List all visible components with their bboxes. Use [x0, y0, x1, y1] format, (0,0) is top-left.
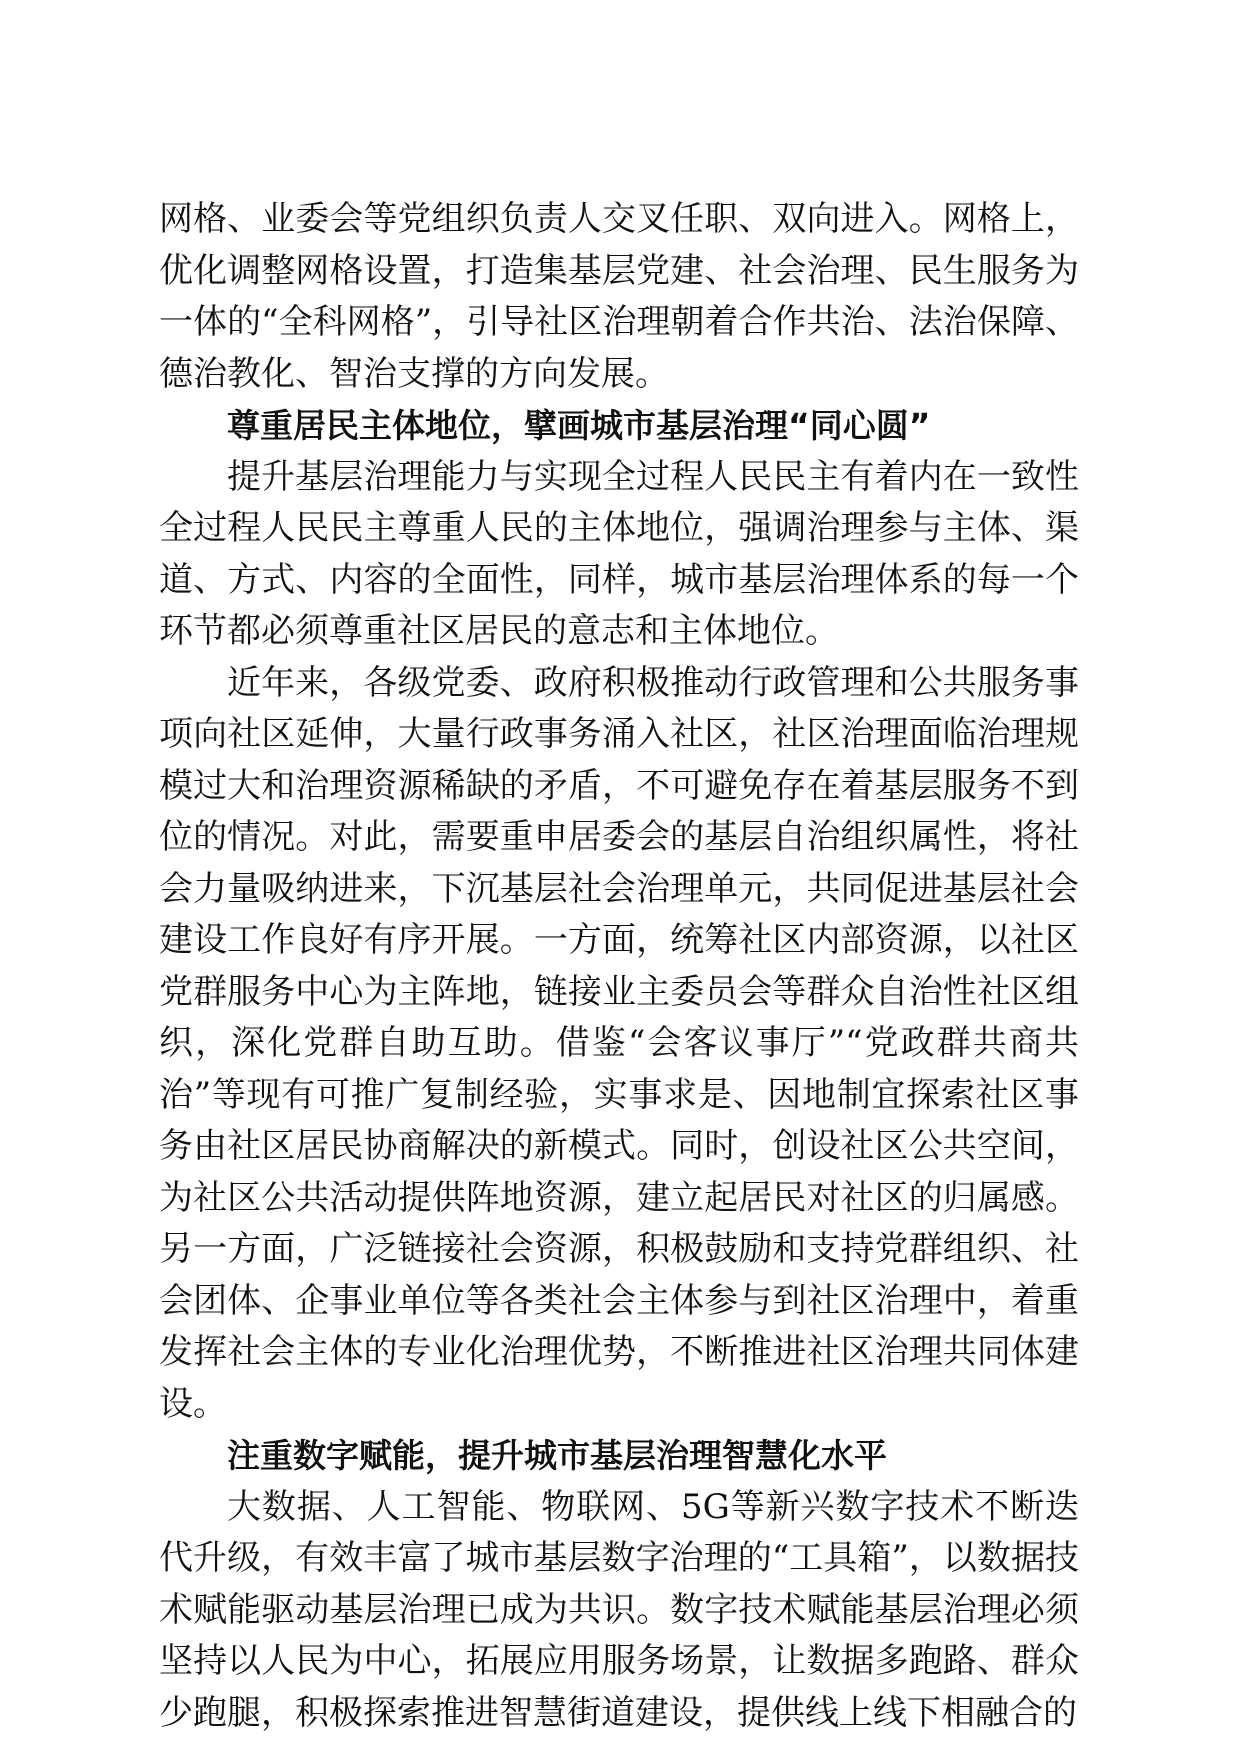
section-heading-residents: 尊重居民主体地位，擘画城市基层治理“同心圆”	[227, 406, 931, 445]
paragraph-community-resources: 近年来，各级党委、政府积极推动行政管理和公共服务事项向社区延伸，大量行政事务涌入社区，社区治理面临治理规模过大和治理资源稀缺的矛盾，不可避免存在着基层服务不到位的情况。对此，需要重申居委会的基层自治组织属性，将社会力量吸纳进来，下沉基层社会治理单元，共同促进基层社会建设工作良好有序开展。一方面，统筹社区内部资源，以社区党群服务中心为主阵地，链接业主委员会等群众自治性社区组织，深化党群自助互助。借鉴“会客议事厅”“党政群共商共治”等现有可推广复制经验，实事求是、因地制宜探索社区事务由社区居民协商解决的新模式。同时，创设社区公共空间，为社区公共活动提供阵地资源，建立起居民对社区的归属感。另一方面，广泛链接社会资源，积极鼓励和支持党群组织、社会团体、企事业单位等各类社会主体参与到社区治理中，着重发挥社会主体的专业化治理优势，不断推进社区治理共同体建设。	[159, 662, 1079, 1424]
section-heading-digital: 注重数字赋能，提升城市基层治理智慧化水平	[227, 1436, 887, 1475]
document-body	[159, 194, 1079, 1739]
paragraph-digital-tech: 大数据、人工智能、物联网、5G等新兴数字技术不断迭代升级，有效丰富了城市基层数字治理的“工具箱”，以数据技术赋能驱动基层治理已成为共识。数字技术赋能基层治理必须坚持以人民为中心，拓展应用服务场景，让数据多跑路、群众少跑腿，积极探索推进智慧街道建设，提供线上线下相融合的	[159, 1486, 1079, 1733]
paragraph-democracy: 提升基层治理能力与实现全过程人民民主有着内在一致性全过程人民民主尊重人民的主体地位，强调治理参与主体、渠道、方式、内容的全面性，同样，城市基层治理体系的每一个环节都必须尊重社区居民的意志和主体地位。	[159, 456, 1079, 651]
paragraph-grid-governance: 网格、业委会等党组织负责人交叉任职、双向进入。网格上，优化调整网格设置，打造集基层党建、社会治理、民生服务为一体的“全科网格”，引导社区治理朝着合作共治、法治保障、德治教化、智治支撑的方向发展。	[159, 199, 1079, 394]
